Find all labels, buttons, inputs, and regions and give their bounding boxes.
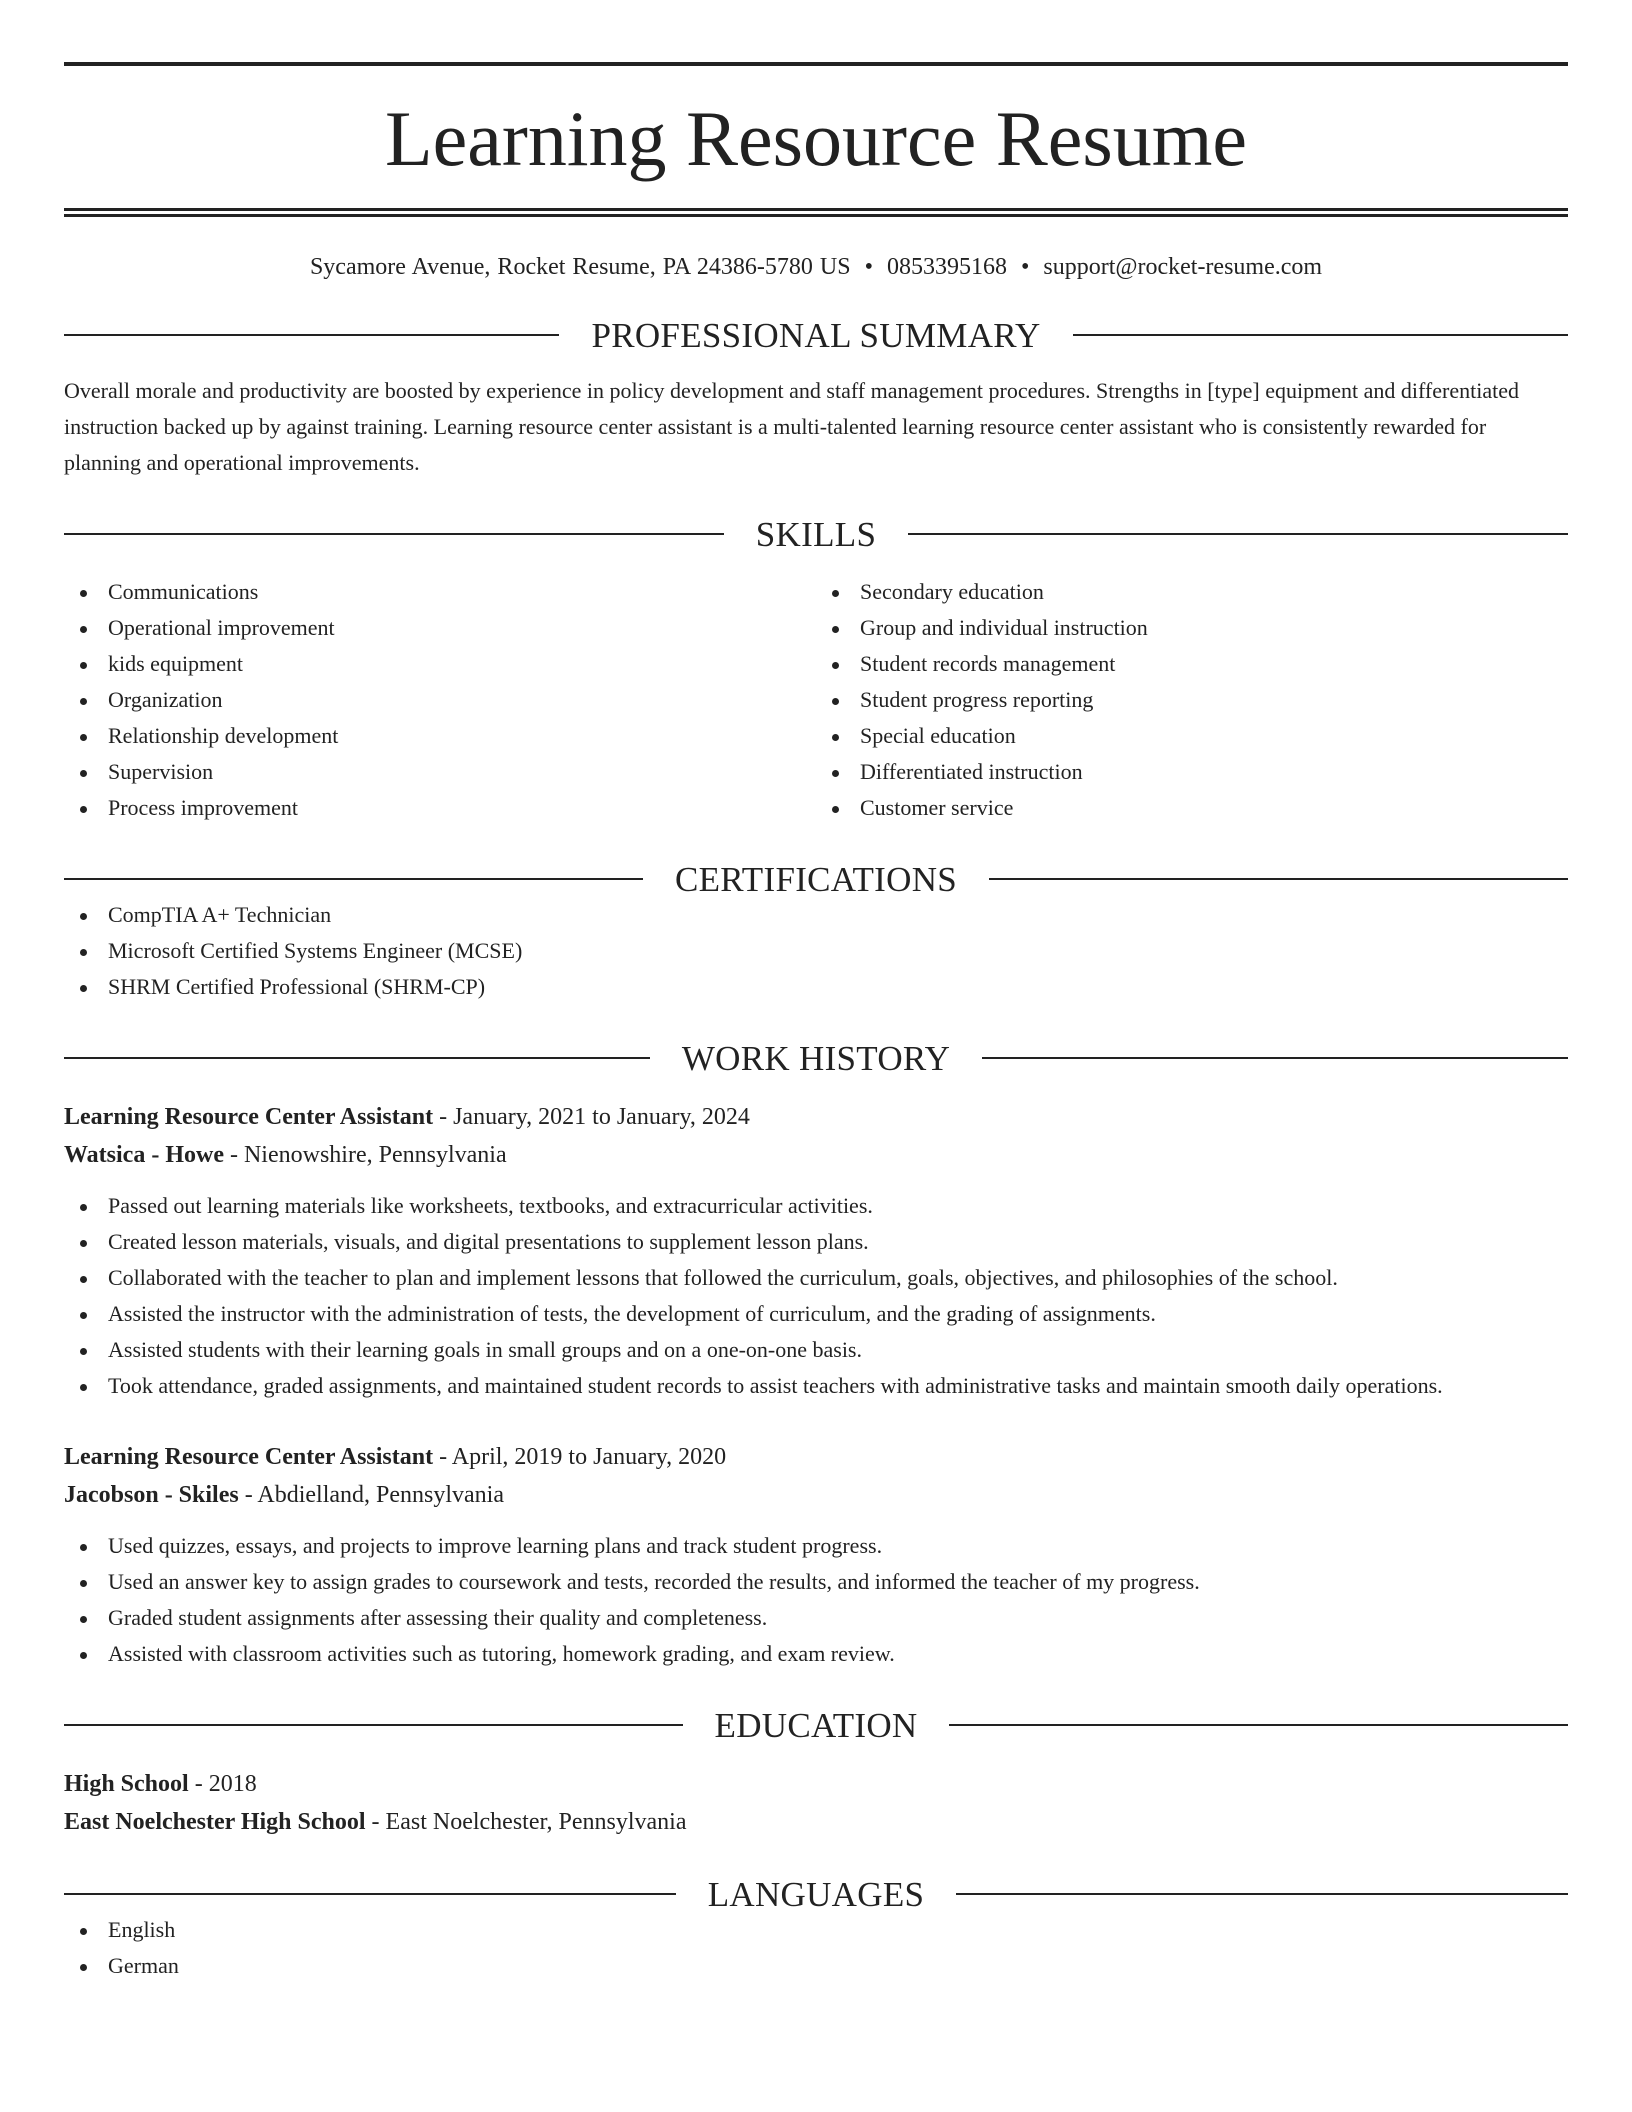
section-rule <box>64 878 643 880</box>
section-title: PROFESSIONAL SUMMARY <box>591 315 1041 355</box>
job-duty-item: Took attendance, graded assignments, and maintained student records to assist teachers with administrative tasks and maintain smooth daily operations. <box>64 1368 1568 1404</box>
contact-separator: • <box>1020 254 1030 280</box>
education-location: - East Noelchester, Pennsylvania <box>365 1808 687 1835</box>
job-duty-item: Assisted students with their learning goals in small groups and on a one-on-one basis. <box>64 1332 1568 1368</box>
language-item: German <box>64 1948 1568 1984</box>
certification-item: CompTIA A+ Technician <box>64 897 1568 933</box>
section-header-languages <box>64 1874 1568 1914</box>
job-duty-item: Created lesson materials, visuals, and digital presentations to supplement lesson plans. <box>64 1224 1568 1260</box>
certifications-list <box>64 897 1568 1005</box>
contact-phone: 0853395168 <box>886 254 1007 280</box>
section-title: LANGUAGES <box>707 1874 925 1914</box>
skill-item: kids equipment <box>64 646 816 682</box>
education-degree: High School <box>64 1770 189 1797</box>
skill-item: Group and individual instruction <box>816 610 1568 646</box>
section-title: EDUCATION <box>714 1705 918 1745</box>
job-company-line <box>64 1136 1568 1174</box>
job-dates: - April, 2019 to January, 2020 <box>433 1443 727 1470</box>
skill-item: Student records management <box>816 646 1568 682</box>
title-double-rule <box>64 208 1568 217</box>
contact-line <box>64 253 1568 282</box>
job-company-line <box>64 1476 1568 1514</box>
skill-item: Supervision <box>64 754 816 790</box>
section-rule <box>908 533 1568 535</box>
section-header-work-history <box>64 1038 1568 1078</box>
education-entry <box>64 1765 1568 1841</box>
skill-item: Communications <box>64 574 816 610</box>
language-item: English <box>64 1912 1568 1948</box>
top-rule <box>64 62 1568 66</box>
skills-list <box>64 574 1568 826</box>
skill-item: Process improvement <box>64 790 816 826</box>
section-rule <box>949 1724 1568 1726</box>
job-duty-item: Assisted the instructor with the administration of tests, the development of curriculum, and the grading of assignments. <box>64 1296 1568 1332</box>
education-year: - 2018 <box>188 1770 257 1797</box>
skill-item: Operational improvement <box>64 610 816 646</box>
job-title: Learning Resource Center Assistant <box>64 1443 434 1470</box>
section-rule <box>64 1724 683 1726</box>
skills-column-left <box>64 574 816 826</box>
section-rule <box>64 1893 676 1895</box>
section-title: WORK HISTORY <box>681 1038 951 1078</box>
section-header-certifications <box>64 859 1568 899</box>
skill-item: Customer service <box>816 790 1568 826</box>
job-location: - Abdielland, Pennsylvania <box>238 1481 504 1508</box>
job-location: - Nienowshire, Pennsylvania <box>223 1141 507 1168</box>
section-header-skills <box>64 514 1568 554</box>
job-title-line <box>64 1098 1568 1136</box>
job-title: Learning Resource Center Assistant <box>64 1103 434 1130</box>
section-rule <box>64 1057 650 1059</box>
job-entry <box>64 1438 1568 1672</box>
section-title: SKILLS <box>755 514 877 554</box>
contact-separator: • <box>864 254 873 280</box>
job-duty-item: Collaborated with the teacher to plan and implement lessons that followed the curriculum, goals, objectives, and philosophies of the school. <box>64 1260 1568 1296</box>
resume-title: Learning Resource Resume <box>384 95 1248 182</box>
job-duty-item: Passed out learning materials like worksheets, textbooks, and extracurricular activities. <box>64 1188 1568 1224</box>
education-school-line <box>64 1803 1568 1841</box>
skill-item: Organization <box>64 682 816 718</box>
certification-item: Microsoft Certified Systems Engineer (MCSE) <box>64 933 1568 969</box>
skill-item: Student progress reporting <box>816 682 1568 718</box>
section-header-education <box>64 1705 1568 1745</box>
contact-address: Sycamore Avenue, Rocket Resume, PA 24386-5780 US <box>309 254 851 280</box>
skills-column-right <box>816 574 1568 826</box>
certification-item: SHRM Certified Professional (SHRM-CP) <box>64 969 1568 1005</box>
job-company: Watsica - Howe <box>64 1141 224 1168</box>
job-duty-item: Used an answer key to assign grades to coursework and tests, recorded the results, and informed the teacher of my progress. <box>64 1564 1568 1600</box>
job-title-line <box>64 1438 1568 1476</box>
skill-item: Secondary education <box>816 574 1568 610</box>
job-duty-item: Graded student assignments after assessing their quality and completeness. <box>64 1600 1568 1636</box>
job-entry <box>64 1098 1568 1404</box>
section-rule <box>956 1893 1568 1895</box>
education-school: East Noelchester High School <box>64 1808 366 1835</box>
job-dates: - January, 2021 to January, 2024 <box>433 1103 750 1130</box>
job-duties <box>64 1528 1568 1672</box>
section-rule <box>64 334 559 336</box>
job-duty-item: Used quizzes, essays, and projects to improve learning plans and track student progress. <box>64 1528 1568 1564</box>
summary-text: Overall morale and productivity are boosted by experience in policy development and staff management procedures. Strengths in [type] equipment and differentiated instruction backed up by against training. Learning resource center assistant is a multi-talented learning resource center assistant who is consistently rewarded for planning and operational improvements. <box>64 377 1519 475</box>
job-duty-item: Assisted with classroom activities such as tutoring, homework grading, and exam review. <box>64 1636 1568 1672</box>
job-company: Jacobson - Skiles <box>64 1481 239 1508</box>
section-rule <box>989 878 1568 880</box>
section-title: CERTIFICATIONS <box>674 859 958 899</box>
skill-item: Differentiated instruction <box>816 754 1568 790</box>
languages-list <box>64 1912 1568 1984</box>
skill-item: Special education <box>816 718 1568 754</box>
section-rule <box>64 533 724 535</box>
skill-item: Relationship development <box>64 718 816 754</box>
job-duties <box>64 1188 1568 1404</box>
section-rule <box>982 1057 1568 1059</box>
education-degree-line <box>64 1765 1568 1803</box>
section-rule <box>1073 334 1568 336</box>
section-header-summary <box>64 315 1568 355</box>
contact-email: support@rocket-resume.com <box>1043 254 1323 280</box>
